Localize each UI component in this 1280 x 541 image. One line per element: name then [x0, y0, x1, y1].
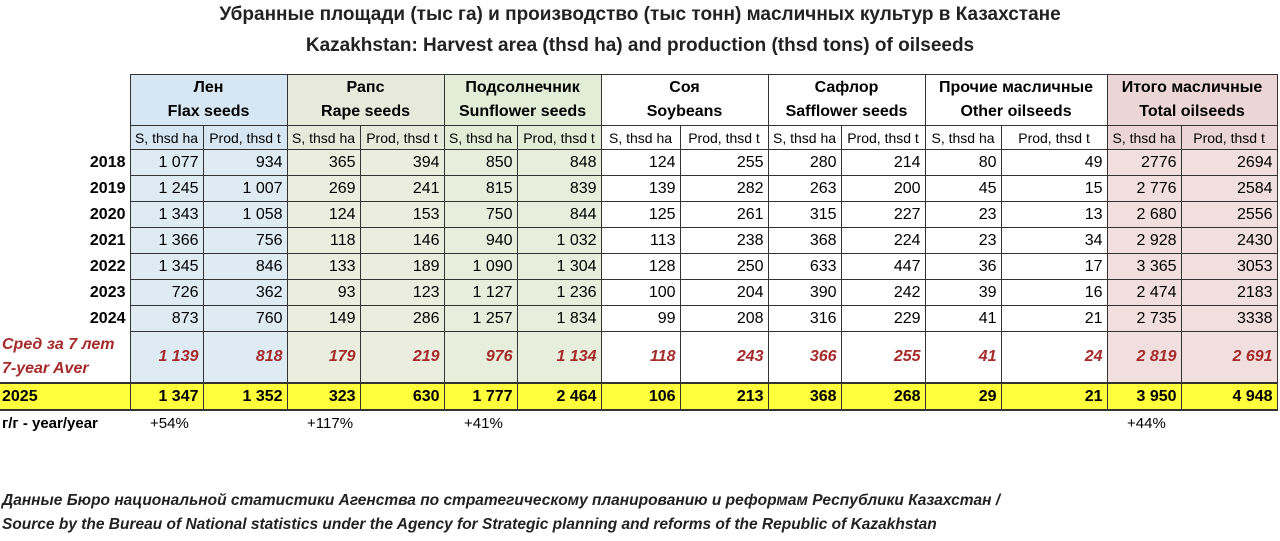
table-cell: 255	[841, 332, 925, 384]
subheader-area: S, thsd ha	[601, 126, 680, 150]
table-cell: 21	[1001, 383, 1107, 410]
table-cell: 2584	[1181, 176, 1277, 202]
row-label: 2019	[0, 176, 130, 202]
subheader-production: Prod, thsd t	[1001, 126, 1107, 150]
table-row	[0, 306, 1277, 332]
yoy-cell: +117%	[307, 415, 354, 432]
table-cell: 976	[444, 332, 517, 384]
subheader-area: S, thsd ha	[1107, 126, 1181, 150]
table-cell: 1 127	[444, 280, 517, 306]
table-cell: 1 343	[130, 202, 203, 228]
table-row	[0, 383, 1277, 410]
table-cell: 1 347	[130, 383, 203, 410]
subheader-area: S, thsd ha	[925, 126, 1001, 150]
table-cell: 229	[841, 306, 925, 332]
table-cell: 118	[287, 228, 360, 254]
yoy-cell: +44%	[1127, 415, 1166, 432]
table-cell: 113	[601, 228, 680, 254]
table-cell: 1 304	[517, 254, 601, 280]
source-english: Source by the Bureau of National statistics under the Agency for Strategic planning and reforms of the Republic of Kazakhstan	[2, 516, 937, 533]
subheader-area: S, thsd ha	[130, 126, 203, 150]
subheader-area: S, thsd ha	[287, 126, 360, 150]
table-cell: 1 090	[444, 254, 517, 280]
table-cell: 365	[287, 150, 360, 176]
yoy-cell	[841, 410, 925, 436]
table-cell: 2556	[1181, 202, 1277, 228]
table-cell: 15	[1001, 176, 1107, 202]
table-cell: 123	[360, 280, 444, 306]
table-row	[0, 280, 1277, 306]
table-cell: 100	[601, 280, 680, 306]
row-label: 2023	[0, 280, 130, 306]
table-cell: 34	[1001, 228, 1107, 254]
table-cell: 49	[1001, 150, 1107, 176]
table-cell: 756	[203, 228, 287, 254]
table-cell: 815	[444, 176, 517, 202]
table-cell: 315	[768, 202, 841, 228]
subheader-production: Prod, thsd t	[841, 126, 925, 150]
table-cell: 1 058	[203, 202, 287, 228]
table-cell: 2 474	[1107, 280, 1181, 306]
table-cell: 286	[360, 306, 444, 332]
table-cell: 1 352	[203, 383, 287, 410]
yoy-cell	[768, 410, 841, 436]
table-cell: 2183	[1181, 280, 1277, 306]
table-cell: 80	[925, 150, 1001, 176]
oilseeds-table	[0, 74, 1278, 436]
table-cell: 1 245	[130, 176, 203, 202]
yoy-cell	[203, 410, 287, 436]
table-cell: 873	[130, 306, 203, 332]
table-cell: 2694	[1181, 150, 1277, 176]
table-cell: 323	[287, 383, 360, 410]
table-cell: 447	[841, 254, 925, 280]
table-cell: 2430	[1181, 228, 1277, 254]
table-row	[0, 228, 1277, 254]
table-cell: 118	[601, 332, 680, 384]
table-cell: 2 680	[1107, 202, 1181, 228]
yoy-cell	[1181, 410, 1277, 436]
yoy-cell	[925, 410, 1001, 436]
table-cell: 23	[925, 202, 1001, 228]
yoy-cell: +54%	[150, 415, 189, 432]
subheader-area: S, thsd ha	[444, 126, 517, 150]
table-cell: 839	[517, 176, 601, 202]
header-soy: Соя Soybeans	[601, 75, 768, 126]
row-label: 2021	[0, 228, 130, 254]
table-cell: 139	[601, 176, 680, 202]
header-total: Итого масличные Total oilseeds	[1107, 75, 1277, 126]
table-cell: 133	[287, 254, 360, 280]
corner-cell	[0, 126, 130, 150]
table-cell: 848	[517, 150, 601, 176]
title-english: Kazakhstan: Harvest area (thsd ha) and production (thsd tons) of oilseeds	[305, 35, 975, 56]
table-cell: 280	[768, 150, 841, 176]
table-cell: 630	[360, 383, 444, 410]
table-cell: 368	[768, 228, 841, 254]
yoy-row	[0, 410, 1277, 436]
table-cell: 124	[601, 150, 680, 176]
table-cell: 128	[601, 254, 680, 280]
table-cell: 214	[841, 150, 925, 176]
table-cell: 124	[287, 202, 360, 228]
header-rape: Рапс Rape seeds	[287, 75, 444, 126]
table-cell: 1 077	[130, 150, 203, 176]
table-cell: 261	[680, 202, 768, 228]
table-cell: 243	[680, 332, 768, 384]
title-russian: Убранные площади (тыс га) и производство (тыс тонн) масличных культур в Казахстане	[219, 4, 1061, 25]
table-cell: 36	[925, 254, 1001, 280]
table-cell: 2 928	[1107, 228, 1181, 254]
table-cell: 844	[517, 202, 601, 228]
subheader-production: Prod, thsd t	[1181, 126, 1277, 150]
table-cell: 224	[841, 228, 925, 254]
table-cell: 316	[768, 306, 841, 332]
table-cell: 189	[360, 254, 444, 280]
table-cell: 726	[130, 280, 203, 306]
table-cell: 850	[444, 150, 517, 176]
table-cell: 1 777	[444, 383, 517, 410]
table-cell: 1 345	[130, 254, 203, 280]
table-cell: 219	[360, 332, 444, 384]
table-cell: 362	[203, 280, 287, 306]
table-cell: 213	[680, 383, 768, 410]
table-cell: 750	[444, 202, 517, 228]
yoy-cell	[517, 410, 601, 436]
table-cell: 179	[287, 332, 360, 384]
yoy-cell	[1001, 410, 1107, 436]
table-cell: 2 819	[1107, 332, 1181, 384]
table-cell: 263	[768, 176, 841, 202]
table-cell: 204	[680, 280, 768, 306]
table-cell: 23	[925, 228, 1001, 254]
row-label: 2022	[0, 254, 130, 280]
table-cell: 1 134	[517, 332, 601, 384]
table-cell: 1 007	[203, 176, 287, 202]
table-row	[0, 202, 1277, 228]
table-cell: 255	[680, 150, 768, 176]
table-cell: 1 834	[517, 306, 601, 332]
table-cell: 208	[680, 306, 768, 332]
table-cell: 368	[768, 383, 841, 410]
table-cell: 238	[680, 228, 768, 254]
table-cell: 41	[925, 332, 1001, 384]
table-cell: 1 139	[130, 332, 203, 384]
table-cell: 269	[287, 176, 360, 202]
table-cell: 633	[768, 254, 841, 280]
table-cell: 3338	[1181, 306, 1277, 332]
table-cell: 21	[1001, 306, 1107, 332]
corner-cell	[0, 75, 130, 126]
table-cell: 146	[360, 228, 444, 254]
source-russian: Данные Бюро национальной статистики Агенства по стратегическому планированию и реформам Республики Казахстан /	[2, 492, 1001, 509]
header-other: Прочие масличные Other oilseeds	[925, 75, 1107, 126]
table-cell: 29	[925, 383, 1001, 410]
yoy-label: г/г - year/year	[2, 415, 98, 432]
table-cell: 3053	[1181, 254, 1277, 280]
table-cell: 99	[601, 306, 680, 332]
table-cell: 390	[768, 280, 841, 306]
table-cell: 13	[1001, 202, 1107, 228]
table-cell: 153	[360, 202, 444, 228]
row-label: 2025	[0, 383, 130, 410]
row-label: 2020	[0, 202, 130, 228]
table-cell: 1 257	[444, 306, 517, 332]
header-flax: Лен Flax seeds	[130, 75, 287, 126]
yoy-cell	[680, 410, 768, 436]
yoy-cell: +41%	[464, 415, 503, 432]
table-cell: 934	[203, 150, 287, 176]
table-cell: 2776	[1107, 150, 1181, 176]
table-cell: 24	[1001, 332, 1107, 384]
table-cell: 846	[203, 254, 287, 280]
table-cell: 106	[601, 383, 680, 410]
table-cell: 282	[680, 176, 768, 202]
subheader-production: Prod, thsd t	[360, 126, 444, 150]
table-cell: 2 464	[517, 383, 601, 410]
table-cell: 227	[841, 202, 925, 228]
table-cell: 41	[925, 306, 1001, 332]
table-cell: 1 032	[517, 228, 601, 254]
table-cell: 242	[841, 280, 925, 306]
table-cell: 366	[768, 332, 841, 384]
table-cell: 17	[1001, 254, 1107, 280]
table-cell: 241	[360, 176, 444, 202]
table-cell: 268	[841, 383, 925, 410]
table-cell: 39	[925, 280, 1001, 306]
table-cell: 45	[925, 176, 1001, 202]
subheader-production: Prod, thsd t	[517, 126, 601, 150]
subheader-area: S, thsd ha	[768, 126, 841, 150]
table-cell: 394	[360, 150, 444, 176]
table-row	[0, 176, 1277, 202]
table-cell: 16	[1001, 280, 1107, 306]
header-sunflower: Подсолнечник Sunflower seeds	[444, 75, 601, 126]
table-cell: 4 948	[1181, 383, 1277, 410]
table-cell: 2 776	[1107, 176, 1181, 202]
subheader-production: Prod, thsd t	[203, 126, 287, 150]
table-cell: 760	[203, 306, 287, 332]
header-safflower: Сафлор Safflower seeds	[768, 75, 925, 126]
table-row	[0, 150, 1277, 176]
table-row	[0, 332, 1277, 384]
row-label: Сред за 7 лет 7-year Aver	[0, 332, 130, 384]
table-cell: 3 950	[1107, 383, 1181, 410]
table-cell: 200	[841, 176, 925, 202]
table-cell: 125	[601, 202, 680, 228]
table-cell: 1 236	[517, 280, 601, 306]
yoy-cell	[601, 410, 680, 436]
table-cell: 818	[203, 332, 287, 384]
table-cell: 2 735	[1107, 306, 1181, 332]
table-row	[0, 254, 1277, 280]
table-cell: 93	[287, 280, 360, 306]
table-cell: 3 365	[1107, 254, 1181, 280]
table-cell: 149	[287, 306, 360, 332]
table-cell: 1 366	[130, 228, 203, 254]
yoy-cell	[360, 410, 444, 436]
subheader-production: Prod, thsd t	[680, 126, 768, 150]
table-cell: 250	[680, 254, 768, 280]
row-label: 2018	[0, 150, 130, 176]
row-label: 2024	[0, 306, 130, 332]
table-cell: 940	[444, 228, 517, 254]
table-cell: 2 691	[1181, 332, 1277, 384]
